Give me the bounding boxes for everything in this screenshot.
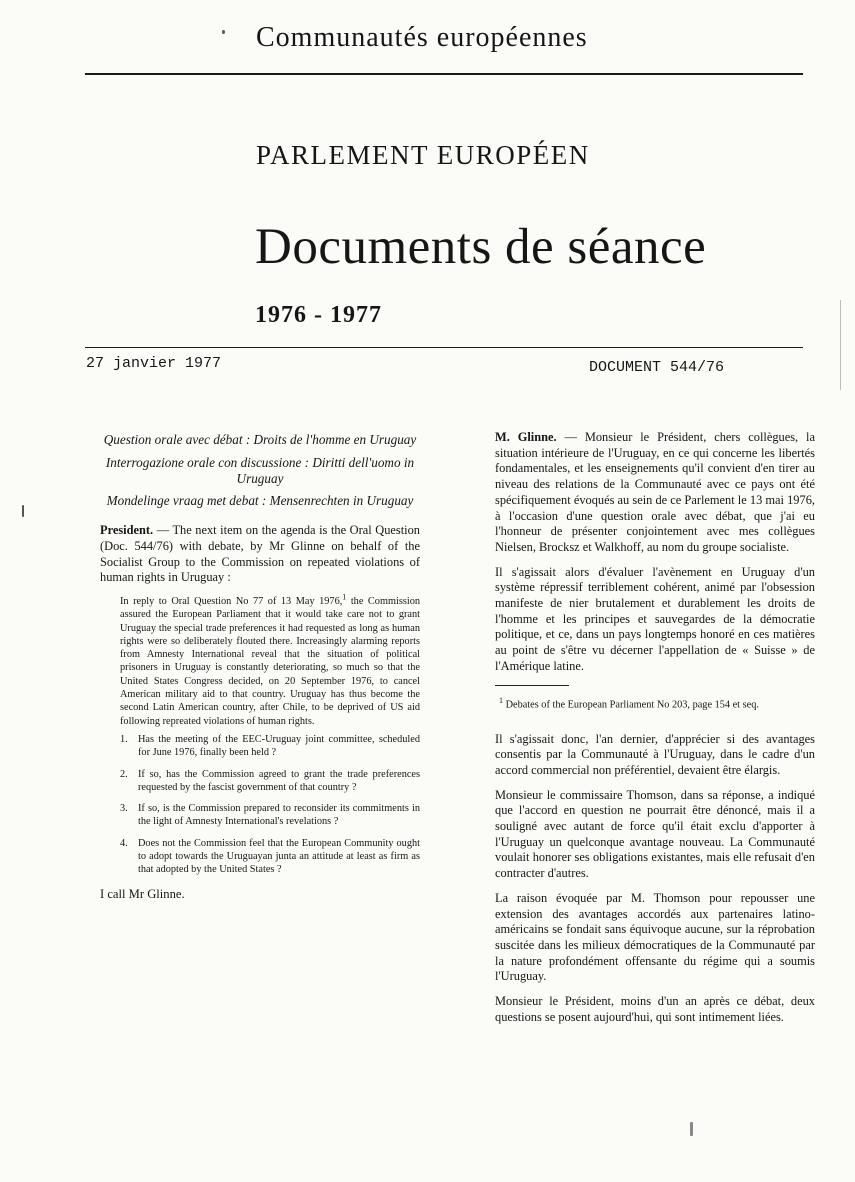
question-text: If so, has the Commission agreed to grant the trade preferences requested by the fascist government of that country ? xyxy=(138,768,420,793)
paragraph: Il s'agissait donc, l'an dernier, d'apprécier si des avantages consentis par la Communauté à l'Uruguay, dans le cadre d'un accord commercial non préférentiel, devaient être élargis. xyxy=(495,731,815,777)
paragraph: Monsieur le Président, moins d'un an après ce débat, deux questions se posent aujourd'hui, qui sont intimement liées. xyxy=(495,994,815,1024)
footnote-reference: 1 xyxy=(342,592,347,602)
glinne-paragraph xyxy=(495,430,815,556)
call-speaker: I call Mr Glinne. xyxy=(100,886,185,901)
list-item xyxy=(120,837,420,877)
footnote-text: Debates of the European Parliament No 203, page 154 et seq. xyxy=(503,698,759,710)
scan-speck xyxy=(222,30,225,34)
president-speaker: President. xyxy=(100,523,154,538)
scan-speck xyxy=(840,300,841,390)
president-paragraph xyxy=(100,523,420,586)
paragraph: La raison évoquée par M. Thomson pour repousser une extension des avantages accordés aux partenaires latino-américains se fondait sans équivoque aucune, sur la réprobation suscitée dans les milieux démocratiques de la Communauté par la nature profondément offensante du régime qui a soumis l'Uruguay. xyxy=(495,890,815,984)
list-item xyxy=(120,802,420,829)
president-text: — The next item on the agenda is the Oral Question (Doc. 544/76) with debate, by Mr Glinne on behalf of the Socialist Group to the Commission on repeated violations of human rights in Uruguay : xyxy=(100,523,420,585)
question-text: Has the meeting of the EEC-Uruguay joint committee, scheduled for June 1976, finally been held ? xyxy=(138,733,420,759)
session-years: 1976 - 1977 xyxy=(255,302,382,328)
glinne-text: — Monsieur le Président, chers collègues, la situation intérieure de l'Uruguay, en ce qui concerne les libertés fondamentales, et les enseignements qu'il convient d'en tirer au niveau des relations de la Communauté avec ce pays ont été spécifiquement évoqués au sein de ce Parlement le 13 mai 1976, à l'occasion d'une question orale avec débat, que j'ai eu l'honneur de présenter conjointement avec mes collègues Nielsen, Brocksz et Walkhoff, au nom du groupe socialiste. xyxy=(495,430,815,554)
question-number: 3. xyxy=(120,803,128,815)
list-item xyxy=(120,733,420,760)
document-date: 27 janvier 1977 xyxy=(86,355,222,372)
document-title: Documents de séance xyxy=(255,219,707,275)
document-number: DOCUMENT 544/76 xyxy=(589,359,725,376)
glinne-speaker: M. Glinne. xyxy=(495,430,557,444)
footnote-mark: 1 xyxy=(499,695,503,705)
question-text: If so, is the Commission prepared to reconsider its commitments in the light of Amnesty International's revelations ? xyxy=(138,803,420,828)
question-intro-text-b: the Commission assured the European Parliament that it would take care not to grant Uruguay the special trade preferences it had requested as long as human rights were so deliberately flouted there. Increasingly alarming reports from Amnesty International reveal that the situation of political prisoners in Uruguay is constantly deteriorating, so much so that the United States Congress decided, on 20 September 1976, to cancel American military aid to that country. Uruguay has thus become the second Latin American country, after Chile, to be deprived of US aid following repreated violations of human rights. xyxy=(120,596,420,727)
subject-italian: Interrogazione orale con discussione : Diritti dell'uomo in Uruguay xyxy=(105,454,415,486)
oral-question-text xyxy=(100,592,420,877)
subject-dutch: Mondelinge vraag met debat : Mensenrechten in Uruguay xyxy=(106,493,414,509)
list-item xyxy=(120,768,420,795)
question-number: 1. xyxy=(120,733,128,745)
footnote-rule xyxy=(495,685,569,686)
question-text: Does not the Commission feel that the European Community ought to adopt towards the Uruguayan junta an attitude at least as firm as that adopted by the United States ? xyxy=(138,837,420,876)
scan-speck xyxy=(690,1122,693,1136)
scan-speck xyxy=(22,505,24,517)
question-number: 4. xyxy=(120,837,128,849)
header-rule xyxy=(85,347,803,348)
question-number: 2. xyxy=(120,768,128,780)
subject-french: Question orale avec débat : Droits de l'homme en Uruguay xyxy=(103,432,417,447)
question-intro-text-a: In reply to Oral Question No 77 of 13 May 1976, xyxy=(120,596,343,607)
paragraph: Monsieur le commissaire Thomson, dans sa réponse, a indiqué que l'accord en question ne pourrait être dénoncé, mais il a souligné avec autant de force qu'il était exclu d'apporter à l'Uruguay un quelconque avantage nouveau. La Communauté voulait honorer ses obligations existantes, mais elle refusait d'en contracter d'autres. xyxy=(495,787,815,881)
question-intro xyxy=(120,592,420,728)
footnote xyxy=(495,694,815,712)
question-list xyxy=(120,733,420,877)
right-column xyxy=(495,430,815,1035)
paragraph: Il s'agissait alors d'évaluer l'avènement en Uruguay d'un système répressif terriblement cohérent, animé par l'obsession manifeste de nier brutalement et durablement les droits de l'homme et les principes et sauvegardes de la démocratie politique, et ce, dans un pays longtemps honoré en ces matières au point de s'être vu décerner l'appellation de « Suisse » de l'Amérique latine. xyxy=(495,564,815,673)
top-rule xyxy=(85,73,803,75)
series-title: Communautés européennes xyxy=(256,22,588,53)
parliament-heading: PARLEMENT EUROPÉEN xyxy=(256,140,590,170)
left-column xyxy=(100,430,420,911)
